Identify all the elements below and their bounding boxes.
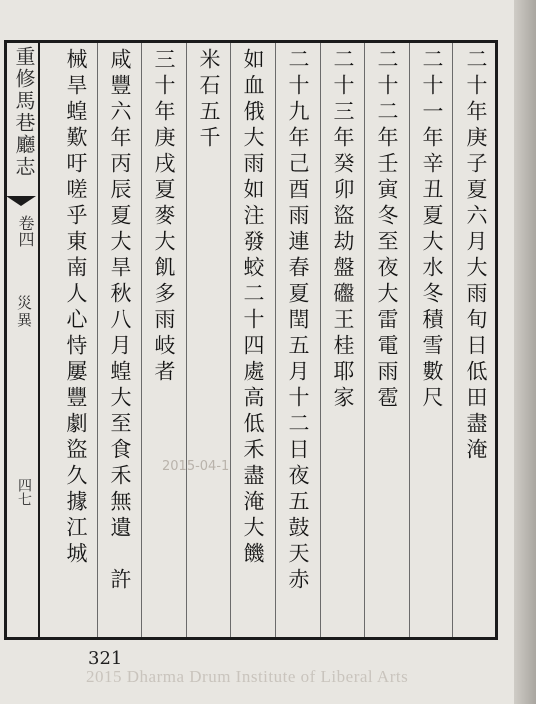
margin-volume: 卷四 xyxy=(16,215,35,247)
column-rule xyxy=(230,43,231,637)
page-gutter xyxy=(514,0,536,704)
margin-section: 災異 xyxy=(15,295,33,329)
text-column-3: 二十二年壬寅冬至夜大雷電雨雹 xyxy=(375,48,399,412)
column-rule xyxy=(409,43,410,637)
column-rule xyxy=(97,43,98,637)
text-column-9: 咸豐六年丙辰夏大旱秋八月蝗大至食禾無遺 許 xyxy=(108,48,132,594)
page-number: 321 xyxy=(88,648,123,669)
margin-leaf-number: 四七 xyxy=(16,478,32,506)
text-column-5: 二十九年己酉雨連春夏閏五月十二日夜五鼓天赤 xyxy=(286,48,310,594)
column-rule xyxy=(320,43,321,637)
column-rule xyxy=(452,43,453,637)
watermark: 2015 Dharma Drum Institute of Liberal Arts xyxy=(86,667,409,686)
margin-book-title: 重修馬巷廳志 xyxy=(12,46,36,178)
date-stamp: 2015-04-1 xyxy=(162,459,230,474)
column-rule xyxy=(364,43,365,637)
text-column-10: 械旱蝗歎吁嗟乎東南人心恃屢豐劇盜久據江城 xyxy=(64,48,88,568)
text-column-1: 二十年庚子夏六月大雨旬日低田盡淹 xyxy=(464,48,488,464)
column-rule xyxy=(141,43,142,637)
fish-tail-mark-icon xyxy=(6,196,36,206)
text-column-8: 三十年庚戌夏麥大飢多雨岐者 xyxy=(152,48,176,386)
column-rule xyxy=(186,43,187,637)
text-column-6: 如血俄大雨如注發蛟二十四處高低禾盡淹大饑 xyxy=(241,48,265,568)
text-column-4: 二十三年癸卯盜劫盤䃲王桂耶家 xyxy=(331,48,355,412)
text-column-2: 二十一年辛丑夏大水冬積雪數尺 xyxy=(420,48,444,412)
column-rule xyxy=(275,43,276,637)
text-column-7: 米石五千 xyxy=(197,48,221,152)
